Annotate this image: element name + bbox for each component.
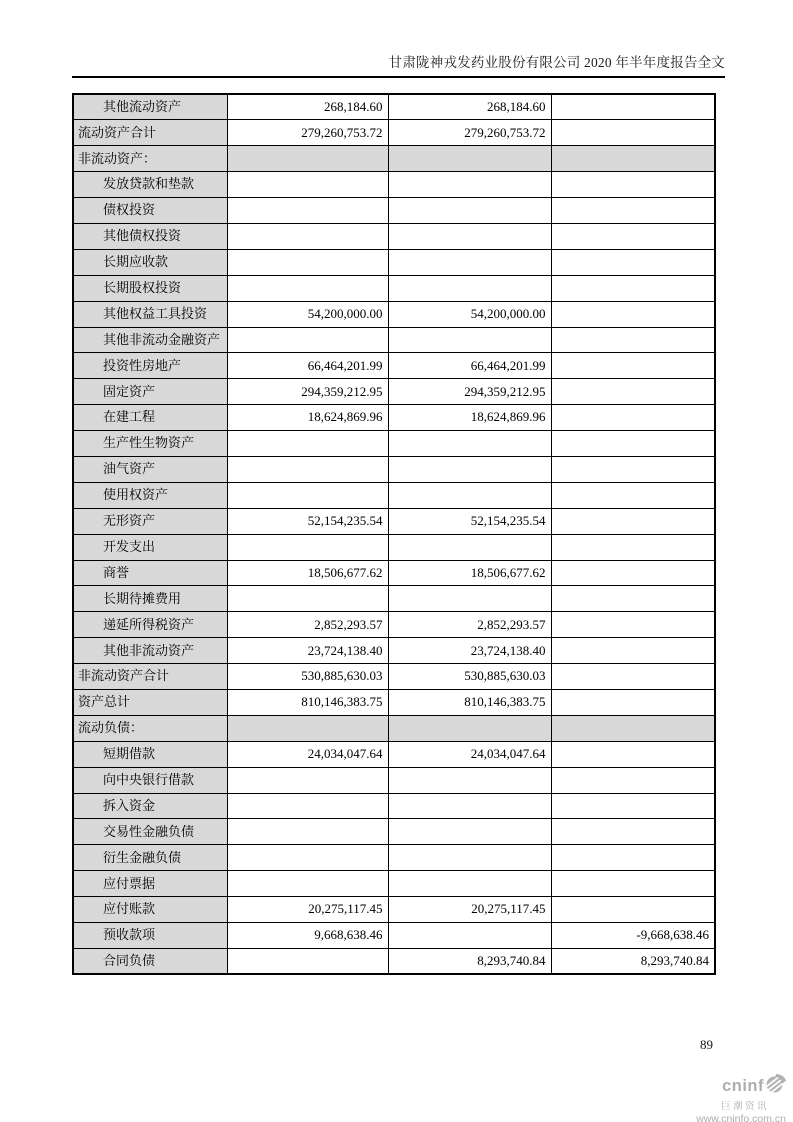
row-amount-cell-2: 54,200,000.00	[388, 301, 551, 327]
row-amount-cell-2	[388, 793, 551, 819]
row-label-cell: 长期应收款	[73, 249, 227, 275]
table-row	[73, 508, 715, 534]
row-amount-cell-2: 52,154,235.54	[388, 508, 551, 534]
row-amount-cell-2	[388, 845, 551, 871]
row-amount-cell-1	[227, 586, 388, 612]
row-amount-cell-1: 18,624,869.96	[227, 405, 388, 431]
row-label-cell: 油气资产	[73, 456, 227, 482]
row-amount-cell-2	[388, 456, 551, 482]
row-label-cell: 商誉	[73, 560, 227, 586]
row-amount-cell-3: 8,293,740.84	[551, 948, 715, 974]
row-amount-cell-2	[388, 223, 551, 249]
row-amount-cell-2: 294,359,212.95	[388, 379, 551, 405]
row-label-cell: 其他流动资产	[73, 94, 227, 120]
row-amount-cell-1: 2,852,293.57	[227, 612, 388, 638]
row-amount-cell-3	[551, 431, 715, 457]
table-row	[73, 482, 715, 508]
row-amount-cell-2: 530,885,630.03	[388, 664, 551, 690]
row-label-cell: 在建工程	[73, 405, 227, 431]
row-label-cell: 长期待摊费用	[73, 586, 227, 612]
table-row	[73, 948, 715, 974]
table-row	[73, 405, 715, 431]
row-label-cell: 长期股权投资	[73, 275, 227, 301]
row-amount-cell-3	[551, 301, 715, 327]
row-amount-cell-3	[551, 638, 715, 664]
row-amount-cell-2	[388, 871, 551, 897]
row-amount-cell-1	[227, 431, 388, 457]
row-label-cell: 应付票据	[73, 871, 227, 897]
page-header-title: 甘肃陇神戎发药业股份有限公司 2020 年半年度报告全文	[72, 51, 725, 78]
table-row	[73, 897, 715, 923]
table-row	[73, 120, 715, 146]
row-amount-cell-1	[227, 948, 388, 974]
row-label-cell: 投资性房地产	[73, 353, 227, 379]
row-amount-cell-2	[388, 715, 551, 741]
table-row	[73, 638, 715, 664]
table-row	[73, 767, 715, 793]
row-amount-cell-1: 24,034,047.64	[227, 741, 388, 767]
row-label-cell: 无形资产	[73, 508, 227, 534]
row-amount-cell-2	[388, 534, 551, 560]
row-amount-cell-2	[388, 275, 551, 301]
row-amount-cell-3	[551, 534, 715, 560]
row-amount-cell-1	[227, 456, 388, 482]
row-amount-cell-2	[388, 198, 551, 224]
table-row	[73, 301, 715, 327]
row-amount-cell-3	[551, 353, 715, 379]
row-amount-cell-3	[551, 120, 715, 146]
row-amount-cell-1	[227, 327, 388, 353]
table-row	[73, 172, 715, 198]
row-label-cell: 非流动资产合计	[73, 664, 227, 690]
table-row	[73, 715, 715, 741]
row-amount-cell-2: 2,852,293.57	[388, 612, 551, 638]
cninfo-brand-text: cninf	[722, 1076, 764, 1095]
table-row	[73, 379, 715, 405]
row-amount-cell-2	[388, 586, 551, 612]
row-amount-cell-1	[227, 715, 388, 741]
row-label-cell: 其他非流动资产	[73, 638, 227, 664]
row-amount-cell-1: 18,506,677.62	[227, 560, 388, 586]
row-amount-cell-1: 23,724,138.40	[227, 638, 388, 664]
row-amount-cell-2	[388, 146, 551, 172]
row-amount-cell-3	[551, 379, 715, 405]
row-label-cell: 递延所得税资产	[73, 612, 227, 638]
row-amount-cell-2	[388, 172, 551, 198]
row-amount-cell-1: 810,146,383.75	[227, 689, 388, 715]
row-label-cell: 开发支出	[73, 534, 227, 560]
row-amount-cell-3	[551, 715, 715, 741]
row-amount-cell-1	[227, 275, 388, 301]
row-label-cell: 短期借款	[73, 741, 227, 767]
cninfo-logo-top	[722, 1074, 786, 1098]
row-label-cell: 应付账款	[73, 897, 227, 923]
row-amount-cell-3	[551, 586, 715, 612]
row-amount-cell-2	[388, 767, 551, 793]
row-amount-cell-2: 268,184.60	[388, 94, 551, 120]
row-amount-cell-2: 24,034,047.64	[388, 741, 551, 767]
row-amount-cell-1: 54,200,000.00	[227, 301, 388, 327]
row-amount-cell-3	[551, 172, 715, 198]
table-row	[73, 223, 715, 249]
row-amount-cell-2	[388, 327, 551, 353]
table-row	[73, 431, 715, 457]
row-amount-cell-1: 294,359,212.95	[227, 379, 388, 405]
row-amount-cell-1	[227, 871, 388, 897]
row-amount-cell-1	[227, 198, 388, 224]
row-amount-cell-1	[227, 249, 388, 275]
row-amount-cell-2: 23,724,138.40	[388, 638, 551, 664]
row-amount-cell-1	[227, 845, 388, 871]
row-label-cell: 使用权资产	[73, 482, 227, 508]
table-row	[73, 146, 715, 172]
row-label-cell: 生产性生物资产	[73, 431, 227, 457]
row-amount-cell-2: 18,506,677.62	[388, 560, 551, 586]
table-row	[73, 793, 715, 819]
row-amount-cell-3	[551, 198, 715, 224]
row-amount-cell-2	[388, 923, 551, 949]
row-label-cell: 其他非流动金融资产	[73, 327, 227, 353]
row-amount-cell-1	[227, 819, 388, 845]
row-amount-cell-2	[388, 482, 551, 508]
table-row	[73, 198, 715, 224]
cninfo-url-text: www.cninfo.com.cn	[696, 1113, 786, 1122]
row-amount-cell-3	[551, 249, 715, 275]
row-amount-cell-3	[551, 871, 715, 897]
balance-sheet-table	[72, 93, 716, 975]
row-amount-cell-2: 18,624,869.96	[388, 405, 551, 431]
row-amount-cell-1: 52,154,235.54	[227, 508, 388, 534]
row-amount-cell-3	[551, 275, 715, 301]
row-label-cell: 发放贷款和垫款	[73, 172, 227, 198]
table-row	[73, 741, 715, 767]
row-amount-cell-3: -9,668,638.46	[551, 923, 715, 949]
row-amount-cell-1: 66,464,201.99	[227, 353, 388, 379]
row-amount-cell-1: 9,668,638.46	[227, 923, 388, 949]
table-row	[73, 845, 715, 871]
row-label-cell: 其他权益工具投资	[73, 301, 227, 327]
row-amount-cell-2	[388, 249, 551, 275]
table-row	[73, 689, 715, 715]
table-row	[73, 94, 715, 120]
row-amount-cell-1	[227, 793, 388, 819]
row-amount-cell-3	[551, 94, 715, 120]
row-amount-cell-2: 279,260,753.72	[388, 120, 551, 146]
row-amount-cell-3	[551, 741, 715, 767]
cninfo-chinese-name: 巨潮资讯	[720, 1101, 769, 1112]
row-label-cell: 流动资产合计	[73, 120, 227, 146]
row-amount-cell-2: 8,293,740.84	[388, 948, 551, 974]
row-label-cell: 向中央银行借款	[73, 767, 227, 793]
row-amount-cell-1	[227, 223, 388, 249]
row-label-cell: 交易性金融负债	[73, 819, 227, 845]
row-label-cell: 衍生金融负债	[73, 845, 227, 871]
row-label-cell: 固定资产	[73, 379, 227, 405]
row-amount-cell-3	[551, 612, 715, 638]
row-amount-cell-2: 66,464,201.99	[388, 353, 551, 379]
row-label-cell: 资产总计	[73, 689, 227, 715]
row-amount-cell-3	[551, 689, 715, 715]
table-row	[73, 871, 715, 897]
row-label-cell: 流动负债：	[73, 715, 227, 741]
row-label-cell: 合同负债	[73, 948, 227, 974]
row-amount-cell-3	[551, 845, 715, 871]
row-amount-cell-3	[551, 456, 715, 482]
table-row	[73, 534, 715, 560]
table-row	[73, 923, 715, 949]
row-amount-cell-1: 530,885,630.03	[227, 664, 388, 690]
row-amount-cell-3	[551, 146, 715, 172]
table-row	[73, 560, 715, 586]
row-amount-cell-1: 279,260,753.72	[227, 120, 388, 146]
table-row	[73, 819, 715, 845]
row-amount-cell-3	[551, 819, 715, 845]
table-row	[73, 664, 715, 690]
row-label-cell: 拆入资金	[73, 793, 227, 819]
table-row	[73, 612, 715, 638]
row-amount-cell-3	[551, 405, 715, 431]
row-amount-cell-3	[551, 664, 715, 690]
row-amount-cell-2	[388, 431, 551, 457]
row-amount-cell-3	[551, 560, 715, 586]
row-amount-cell-3	[551, 793, 715, 819]
row-amount-cell-1: 20,275,117.45	[227, 897, 388, 923]
table-row	[73, 353, 715, 379]
cninfo-swirl-icon	[765, 1074, 786, 1098]
row-amount-cell-3	[551, 327, 715, 353]
row-amount-cell-1	[227, 767, 388, 793]
row-amount-cell-2: 20,275,117.45	[388, 897, 551, 923]
row-amount-cell-1	[227, 172, 388, 198]
table-row	[73, 327, 715, 353]
row-amount-cell-1	[227, 482, 388, 508]
row-label-cell: 债权投资	[73, 198, 227, 224]
table-row	[73, 275, 715, 301]
row-label-cell: 其他债权投资	[73, 223, 227, 249]
row-amount-cell-2: 810,146,383.75	[388, 689, 551, 715]
row-amount-cell-1: 268,184.60	[227, 94, 388, 120]
row-amount-cell-3	[551, 482, 715, 508]
cninfo-logo	[696, 1074, 786, 1122]
row-amount-cell-3	[551, 508, 715, 534]
row-amount-cell-2	[388, 819, 551, 845]
table-row	[73, 456, 715, 482]
table-row	[73, 586, 715, 612]
row-amount-cell-3	[551, 767, 715, 793]
row-label-cell: 预收款项	[73, 923, 227, 949]
row-amount-cell-1	[227, 146, 388, 172]
page-number: 89	[700, 1037, 713, 1052]
row-amount-cell-1	[227, 534, 388, 560]
row-label-cell: 非流动资产：	[73, 146, 227, 172]
table-row	[73, 249, 715, 275]
row-amount-cell-3	[551, 223, 715, 249]
row-amount-cell-3	[551, 897, 715, 923]
balance-sheet-body	[73, 94, 715, 974]
